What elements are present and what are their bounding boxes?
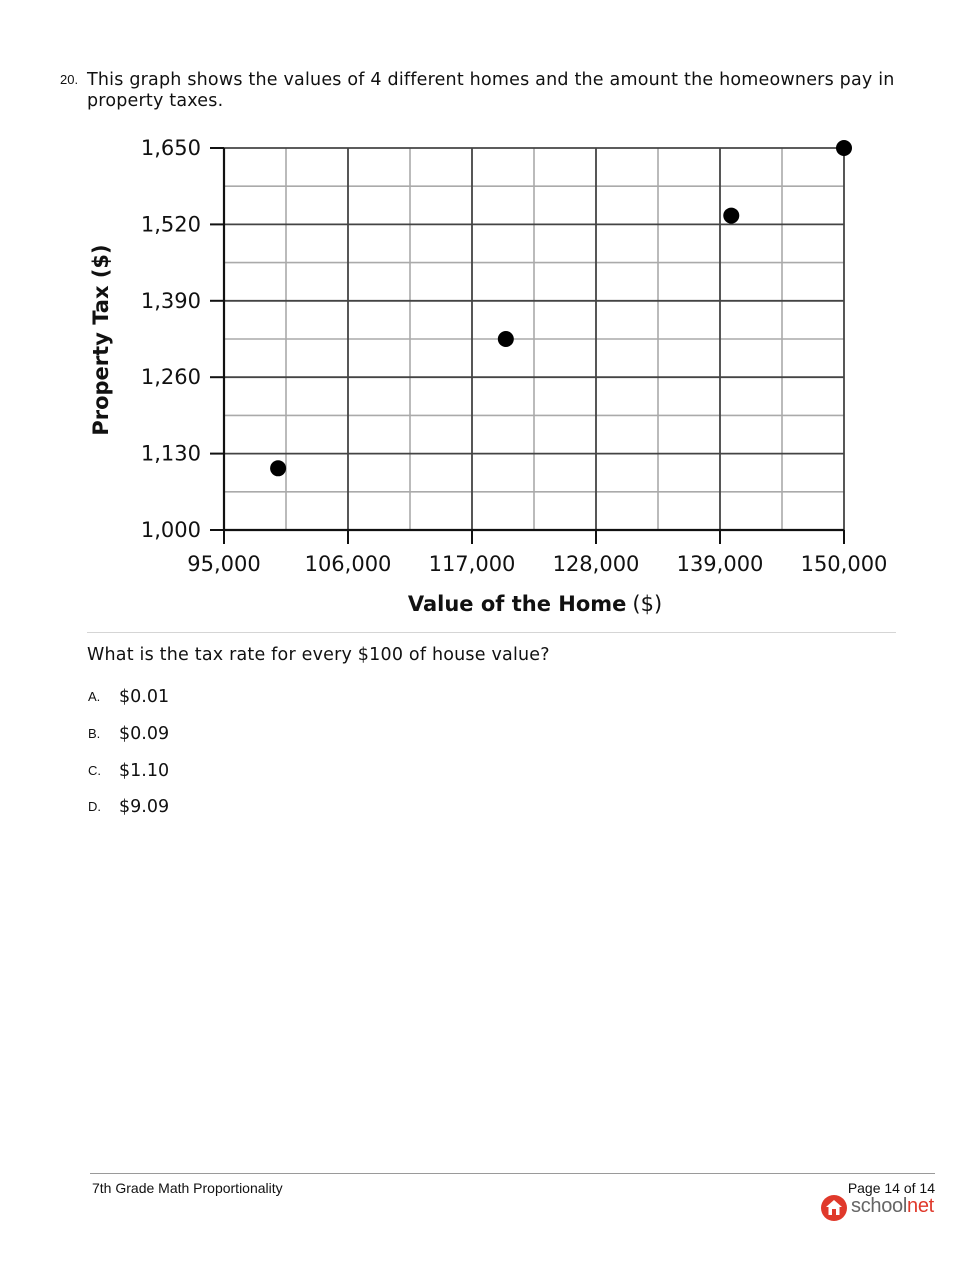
option-letter: C. — [88, 763, 101, 778]
option-text: $0.09 — [119, 724, 170, 744]
y-tick-label: 1,260 — [140, 365, 201, 390]
option-letter: B. — [88, 726, 101, 741]
option-letter: A. — [88, 689, 101, 704]
x-tick-label: 95,000 — [187, 552, 261, 576]
question-stem: This graph shows the values of 4 different homes and the amount the homeowners pay in property taxes. — [87, 70, 895, 111]
data-point — [836, 140, 852, 156]
option-text: $9.09 — [119, 797, 170, 817]
footer-rule — [90, 1173, 935, 1174]
footer-page-number: Page 14 of 14 — [847, 1180, 935, 1196]
x-tick-label: 128,000 — [552, 552, 640, 576]
x-tick-label: 106,000 — [304, 552, 392, 576]
logo-text: schoolnet — [851, 1195, 934, 1217]
scatter-chart — [0, 0, 979, 630]
divider — [87, 632, 896, 633]
house-icon — [820, 1194, 848, 1222]
option-text: $0.01 — [119, 687, 170, 707]
footer-title: 7th Grade Math Proportionality — [92, 1180, 283, 1196]
option-letter: D. — [88, 799, 101, 814]
y-tick-label: 1,520 — [140, 212, 201, 237]
data-point — [270, 460, 286, 476]
option-text: $1.10 — [119, 761, 170, 781]
x-tick-label: 117,000 — [428, 552, 516, 576]
x-tick-label: 139,000 — [676, 552, 764, 576]
y-tick-label: 1,130 — [140, 441, 201, 466]
x-tick-label: 150,000 — [800, 552, 888, 576]
question-prompt: What is the tax rate for every $100 of house value? — [87, 645, 550, 665]
y-tick-label: 1,000 — [140, 518, 201, 542]
x-axis-label: Value of the Home ($) — [407, 592, 663, 616]
y-tick-label: 1,650 — [140, 136, 201, 160]
data-point — [723, 208, 739, 224]
y-axis-label: Property Tax ($) — [89, 244, 113, 436]
data-point — [498, 331, 514, 347]
question-number: 20. — [60, 72, 79, 87]
y-tick-label: 1,390 — [140, 288, 201, 313]
